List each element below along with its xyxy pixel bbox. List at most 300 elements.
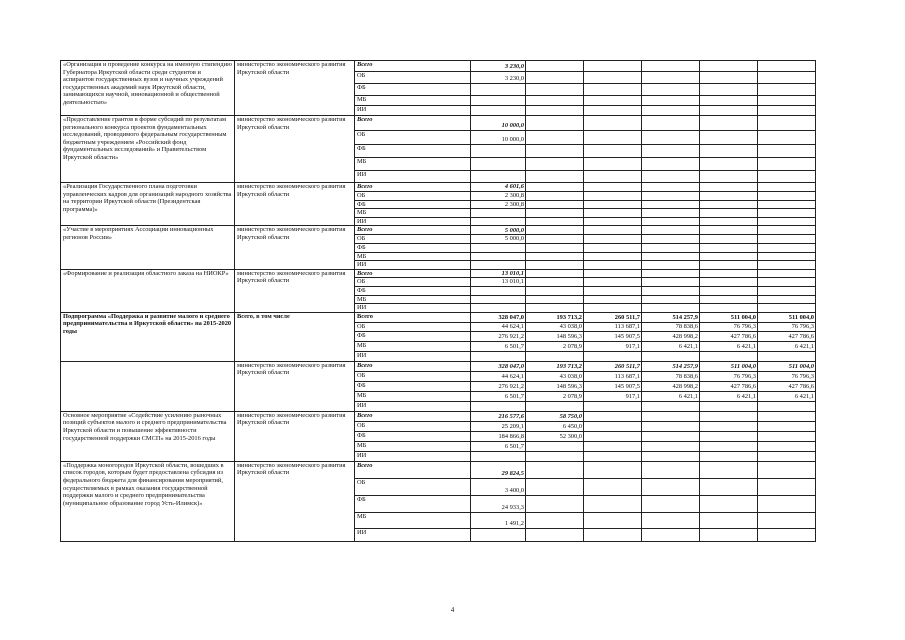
- amount-cell: [526, 116, 584, 131]
- measure-name: «Поддержка моногородов Иркутской области, вошедших в список городов, которым будет предоставлена субсидия из федерального бюджета для финансирования мероприятий, осуществляемых в рамках оказания государственной поддержки малого и среднего предпринимательства (муниципальное образование город Усть-Илимск)»: [61, 461, 235, 541]
- amount-cell: 76 796,3: [700, 371, 758, 381]
- amount-cell: [758, 72, 816, 84]
- amount-cell: [700, 512, 758, 528]
- amount-cell: [584, 478, 642, 495]
- amount-cell: 260 511,7: [584, 361, 642, 371]
- amount-cell: [700, 451, 758, 461]
- amount-cell: [700, 286, 758, 295]
- amount-cell: [758, 295, 816, 304]
- amount-cell: [471, 351, 526, 361]
- amount-cell: [700, 183, 758, 192]
- amount-cell: [526, 261, 584, 270]
- funding-source: Всего: [355, 312, 471, 322]
- amount-cell: [758, 478, 816, 495]
- amount-cell: 76 796,3: [700, 322, 758, 331]
- amount-cell: [471, 106, 526, 116]
- funding-source: МБ: [355, 209, 471, 218]
- amount-cell: [758, 106, 816, 116]
- amount-cell: [584, 235, 642, 244]
- amount-cell: [758, 158, 816, 171]
- funding-source: ОБ: [355, 478, 471, 495]
- amount-cell: 193 713,2: [526, 361, 584, 371]
- amount-cell: [758, 461, 816, 478]
- amount-cell: [471, 96, 526, 106]
- amount-cell: [642, 421, 700, 431]
- amount-cell: 76 796,3: [758, 371, 816, 381]
- amount-cell: [642, 61, 700, 72]
- amount-cell: 511 004,0: [700, 312, 758, 322]
- amount-cell: 6 421,1: [700, 391, 758, 401]
- amount-cell: [526, 61, 584, 72]
- amount-cell: 917,1: [584, 341, 642, 351]
- amount-cell: [584, 512, 642, 528]
- amount-cell: [700, 351, 758, 361]
- amount-cell: [700, 441, 758, 451]
- amount-cell: [584, 286, 642, 295]
- amount-cell: [758, 401, 816, 411]
- funding-source: Всего: [355, 183, 471, 192]
- amount-cell: [584, 209, 642, 218]
- amount-cell: [584, 269, 642, 278]
- amount-cell: 276 921,2: [471, 331, 526, 341]
- funding-source: ОБ: [355, 322, 471, 331]
- amount-cell: [584, 131, 642, 145]
- amount-cell: [526, 209, 584, 218]
- amount-cell: [642, 495, 700, 512]
- amount-cell: [700, 304, 758, 313]
- amount-cell: [758, 304, 816, 313]
- amount-cell: [758, 512, 816, 528]
- amount-cell: [642, 401, 700, 411]
- amount-cell: 113 687,1: [584, 322, 642, 331]
- amount-cell: 25 209,1: [471, 421, 526, 431]
- amount-cell: [526, 158, 584, 171]
- amount-cell: [584, 278, 642, 287]
- amount-cell: 145 907,5: [584, 381, 642, 391]
- amount-cell: [758, 84, 816, 96]
- amount-cell: [584, 84, 642, 96]
- table-row: [61, 411, 816, 421]
- amount-cell: [471, 171, 526, 183]
- executor: министерство экономического развития Иркутской области: [235, 183, 355, 226]
- amount-cell: [526, 243, 584, 252]
- table-row: [61, 361, 816, 371]
- amount-cell: 10 000,0: [471, 131, 526, 145]
- funding-source: ОБ: [355, 235, 471, 244]
- amount-cell: [758, 421, 816, 431]
- amount-cell: 52 300,0: [526, 431, 584, 441]
- amount-cell: [584, 451, 642, 461]
- amount-cell: 148 596,3: [526, 331, 584, 341]
- amount-cell: 216 577,6: [471, 411, 526, 421]
- amount-cell: [471, 252, 526, 261]
- amount-cell: [642, 441, 700, 451]
- amount-cell: [642, 411, 700, 421]
- amount-cell: [642, 183, 700, 192]
- amount-cell: [700, 145, 758, 158]
- amount-cell: [700, 431, 758, 441]
- amount-cell: [526, 269, 584, 278]
- amount-cell: [758, 96, 816, 106]
- amount-cell: [700, 171, 758, 183]
- amount-cell: [526, 304, 584, 313]
- amount-cell: 5 000,0: [471, 226, 526, 235]
- amount-cell: [642, 512, 700, 528]
- amount-cell: 6 421,1: [642, 391, 700, 401]
- amount-cell: [584, 304, 642, 313]
- amount-cell: [758, 431, 816, 441]
- amount-cell: 43 038,0: [526, 371, 584, 381]
- amount-cell: [584, 243, 642, 252]
- amount-cell: [526, 106, 584, 116]
- amount-cell: [642, 226, 700, 235]
- amount-cell: [526, 461, 584, 478]
- amount-cell: [700, 116, 758, 131]
- amount-cell: [642, 72, 700, 84]
- amount-cell: [526, 84, 584, 96]
- amount-cell: [642, 351, 700, 361]
- amount-cell: 148 596,3: [526, 381, 584, 391]
- amount-cell: 3 230,0: [471, 72, 526, 84]
- amount-cell: 78 838,6: [642, 371, 700, 381]
- amount-cell: 514 257,9: [642, 312, 700, 322]
- amount-cell: [700, 61, 758, 72]
- funding-source: ИИ: [355, 528, 471, 541]
- amount-cell: 428 998,2: [642, 381, 700, 391]
- amount-cell: [526, 286, 584, 295]
- amount-cell: [700, 209, 758, 218]
- amount-cell: 58 750,0: [526, 411, 584, 421]
- amount-cell: [584, 401, 642, 411]
- amount-cell: 6 501,7: [471, 391, 526, 401]
- funding-source: ИИ: [355, 451, 471, 461]
- executor: министерство экономического развития Иркутской области: [235, 226, 355, 269]
- amount-cell: [758, 441, 816, 451]
- amount-cell: [642, 145, 700, 158]
- amount-cell: [526, 351, 584, 361]
- amount-cell: [758, 243, 816, 252]
- amount-cell: [758, 61, 816, 72]
- amount-cell: [642, 192, 700, 201]
- amount-cell: [584, 158, 642, 171]
- amount-cell: [700, 269, 758, 278]
- funding-source: Всего: [355, 226, 471, 235]
- budget-table: [60, 60, 816, 542]
- amount-cell: [700, 528, 758, 541]
- funding-source: ИИ: [355, 217, 471, 226]
- measure-name: «Организация и проведение конкурса на именную стипендию Губернатора Иркутской области среди студентов и аспирантов государственных вузов и научных учреждений государственных академий наук Иркутской области, занимающихся научной, инновационной и общественной деятельностью»: [61, 61, 235, 116]
- amount-cell: [584, 183, 642, 192]
- amount-cell: 6 501,7: [471, 441, 526, 451]
- funding-source: ОБ: [355, 421, 471, 431]
- funding-source: ИИ: [355, 106, 471, 116]
- amount-cell: 44 624,1: [471, 371, 526, 381]
- amount-cell: [700, 131, 758, 145]
- amount-cell: [584, 192, 642, 201]
- measure-name: «Формирование и реализация областного заказа на НИОКР»: [61, 269, 235, 312]
- amount-cell: 113 687,1: [584, 371, 642, 381]
- amount-cell: 6 501,7: [471, 341, 526, 351]
- amount-cell: 2 300,8: [471, 200, 526, 209]
- amount-cell: [526, 96, 584, 106]
- amount-cell: 3 400,0: [471, 478, 526, 495]
- amount-cell: [642, 295, 700, 304]
- funding-source: Всего: [355, 361, 471, 371]
- amount-cell: [642, 96, 700, 106]
- amount-cell: [471, 209, 526, 218]
- amount-cell: [471, 145, 526, 158]
- amount-cell: [584, 461, 642, 478]
- amount-cell: [700, 495, 758, 512]
- amount-cell: 3 230,0: [471, 61, 526, 72]
- amount-cell: [700, 200, 758, 209]
- amount-cell: 514 257,9: [642, 361, 700, 371]
- amount-cell: [584, 495, 642, 512]
- amount-cell: [642, 451, 700, 461]
- amount-cell: [526, 441, 584, 451]
- amount-cell: [584, 106, 642, 116]
- amount-cell: 328 047,0: [471, 312, 526, 322]
- amount-cell: [526, 183, 584, 192]
- amount-cell: [758, 286, 816, 295]
- amount-cell: [700, 217, 758, 226]
- amount-cell: [471, 286, 526, 295]
- amount-cell: [642, 431, 700, 441]
- amount-cell: [700, 243, 758, 252]
- amount-cell: [700, 421, 758, 431]
- measure-name: «Реализация Государственного плана подготовки управленческих кадров для организаций народного хозяйства на территории Иркутской области (Президентская программа)»: [61, 183, 235, 226]
- amount-cell: [642, 478, 700, 495]
- table-row: [61, 61, 816, 72]
- amount-cell: [700, 261, 758, 270]
- amount-cell: [642, 116, 700, 131]
- amount-cell: [584, 528, 642, 541]
- amount-cell: [700, 252, 758, 261]
- amount-cell: 44 624,1: [471, 322, 526, 331]
- amount-cell: [642, 261, 700, 270]
- amount-cell: 6 421,1: [700, 341, 758, 351]
- amount-cell: 10 000,0: [471, 116, 526, 131]
- amount-cell: [584, 217, 642, 226]
- table-row: [61, 269, 816, 278]
- amount-cell: [642, 171, 700, 183]
- amount-cell: [584, 171, 642, 183]
- amount-cell: [526, 145, 584, 158]
- amount-cell: [758, 192, 816, 201]
- funding-source: ИИ: [355, 261, 471, 270]
- amount-cell: [700, 106, 758, 116]
- table-row: [61, 461, 816, 478]
- amount-cell: 427 786,6: [700, 331, 758, 341]
- measure-name: Основное мероприятие «Содействие усилению рыночных позиций субъектов малого и среднего предпринимательства Иркутской области и повышение эффективности государственной поддержки СМСП» на 2015-2016 годы: [61, 411, 235, 461]
- amount-cell: [758, 261, 816, 270]
- amount-cell: 29 824,5: [471, 461, 526, 478]
- amount-cell: [584, 61, 642, 72]
- funding-source: МБ: [355, 391, 471, 401]
- amount-cell: [758, 226, 816, 235]
- amount-cell: 917,1: [584, 391, 642, 401]
- executor: министерство экономического развития Иркутской области: [235, 116, 355, 183]
- amount-cell: [526, 478, 584, 495]
- amount-cell: [526, 295, 584, 304]
- amount-cell: [758, 209, 816, 218]
- funding-source: ОБ: [355, 131, 471, 145]
- amount-cell: [642, 158, 700, 171]
- amount-cell: 43 038,0: [526, 322, 584, 331]
- amount-cell: [642, 106, 700, 116]
- amount-cell: [471, 295, 526, 304]
- amount-cell: [642, 84, 700, 96]
- amount-cell: [758, 495, 816, 512]
- amount-cell: [526, 401, 584, 411]
- amount-cell: [700, 461, 758, 478]
- amount-cell: [471, 243, 526, 252]
- funding-source: ФБ: [355, 200, 471, 209]
- amount-cell: [526, 200, 584, 209]
- amount-cell: 6 421,1: [758, 391, 816, 401]
- amount-cell: [584, 96, 642, 106]
- amount-cell: [700, 226, 758, 235]
- amount-cell: [758, 351, 816, 361]
- amount-cell: [642, 269, 700, 278]
- amount-cell: [471, 261, 526, 270]
- amount-cell: [758, 278, 816, 287]
- amount-cell: [526, 278, 584, 287]
- executor: министерство экономического развития Иркутской области: [235, 461, 355, 541]
- amount-cell: [526, 171, 584, 183]
- amount-cell: [758, 451, 816, 461]
- table-row: [61, 116, 816, 131]
- amount-cell: [526, 72, 584, 84]
- amount-cell: [758, 200, 816, 209]
- amount-cell: 6 421,1: [758, 341, 816, 351]
- amount-cell: 4 601,6: [471, 183, 526, 192]
- funding-source: ОБ: [355, 72, 471, 84]
- amount-cell: [584, 431, 642, 441]
- funding-source: МБ: [355, 252, 471, 261]
- amount-cell: 78 838,6: [642, 322, 700, 331]
- executor: министерство экономического развития Иркутской области: [235, 61, 355, 116]
- amount-cell: [758, 217, 816, 226]
- amount-cell: [471, 451, 526, 461]
- amount-cell: [642, 252, 700, 261]
- amount-cell: 328 047,0: [471, 361, 526, 371]
- funding-source: ОБ: [355, 371, 471, 381]
- amount-cell: [526, 131, 584, 145]
- amount-cell: [700, 478, 758, 495]
- amount-cell: [642, 200, 700, 209]
- amount-cell: [758, 252, 816, 261]
- funding-source: Всего: [355, 461, 471, 478]
- amount-cell: 76 796,3: [758, 322, 816, 331]
- amount-cell: [584, 411, 642, 421]
- funding-source: МБ: [355, 441, 471, 451]
- amount-cell: [526, 451, 584, 461]
- amount-cell: [584, 226, 642, 235]
- amount-cell: [584, 295, 642, 304]
- amount-cell: 193 713,2: [526, 312, 584, 322]
- amount-cell: [526, 512, 584, 528]
- amount-cell: 1 491,2: [471, 512, 526, 528]
- amount-cell: 276 921,2: [471, 381, 526, 391]
- amount-cell: [526, 235, 584, 244]
- amount-cell: [642, 217, 700, 226]
- amount-cell: [642, 235, 700, 244]
- amount-cell: [700, 158, 758, 171]
- amount-cell: 6 450,0: [526, 421, 584, 431]
- amount-cell: [700, 295, 758, 304]
- page-number: 4: [450, 606, 455, 614]
- amount-cell: [471, 84, 526, 96]
- funding-source: ФБ: [355, 286, 471, 295]
- amount-cell: 6 421,1: [642, 341, 700, 351]
- funding-source: ФБ: [355, 84, 471, 96]
- funding-source: ФБ: [355, 243, 471, 252]
- amount-cell: [700, 192, 758, 201]
- funding-source: ФБ: [355, 145, 471, 158]
- funding-source: ОБ: [355, 278, 471, 287]
- amount-cell: [642, 461, 700, 478]
- amount-cell: 260 511,7: [584, 312, 642, 322]
- amount-cell: 428 998,2: [642, 331, 700, 341]
- measure-name: «Предоставление грантов в форме субсидий по результатам регионального конкурса проектов фундаментальных исследований, проводимого федеральным государственным бюджетным учреждением «Российский фонд фундаментальных исследований» и Правительством Иркутской области»: [61, 116, 235, 183]
- amount-cell: [584, 145, 642, 158]
- funding-source: ИИ: [355, 351, 471, 361]
- amount-cell: [526, 217, 584, 226]
- amount-cell: [526, 192, 584, 201]
- executor: министерство экономического развития Иркутской области: [235, 411, 355, 461]
- amount-cell: [526, 528, 584, 541]
- funding-source: МБ: [355, 295, 471, 304]
- amount-cell: [700, 401, 758, 411]
- amount-cell: 427 786,6: [758, 381, 816, 391]
- amount-cell: 13 010,1: [471, 278, 526, 287]
- table-row: [61, 226, 816, 235]
- measure-name: [61, 361, 235, 411]
- amount-cell: [700, 84, 758, 96]
- funding-source: МБ: [355, 158, 471, 171]
- amount-cell: [642, 528, 700, 541]
- amount-cell: [642, 278, 700, 287]
- funding-source: ИИ: [355, 401, 471, 411]
- funding-source: Всего: [355, 116, 471, 131]
- executor: Всего, в том числе: [235, 312, 355, 361]
- amount-cell: [642, 243, 700, 252]
- funding-source: Всего: [355, 269, 471, 278]
- amount-cell: [642, 304, 700, 313]
- funding-source: ИИ: [355, 304, 471, 313]
- amount-cell: 13 010,1: [471, 269, 526, 278]
- amount-cell: [758, 183, 816, 192]
- funding-source: Всего: [355, 411, 471, 421]
- amount-cell: [642, 131, 700, 145]
- funding-source: ФБ: [355, 431, 471, 441]
- amount-cell: 2 078,9: [526, 341, 584, 351]
- amount-cell: [471, 528, 526, 541]
- amount-cell: [584, 72, 642, 84]
- amount-cell: [700, 72, 758, 84]
- amount-cell: [471, 217, 526, 226]
- amount-cell: [526, 226, 584, 235]
- amount-cell: [584, 441, 642, 451]
- amount-cell: 427 786,6: [758, 331, 816, 341]
- amount-cell: [700, 411, 758, 421]
- amount-cell: [584, 252, 642, 261]
- funding-source: ИИ: [355, 171, 471, 183]
- funding-source: Всего: [355, 61, 471, 72]
- amount-cell: [758, 411, 816, 421]
- funding-source: ФБ: [355, 331, 471, 341]
